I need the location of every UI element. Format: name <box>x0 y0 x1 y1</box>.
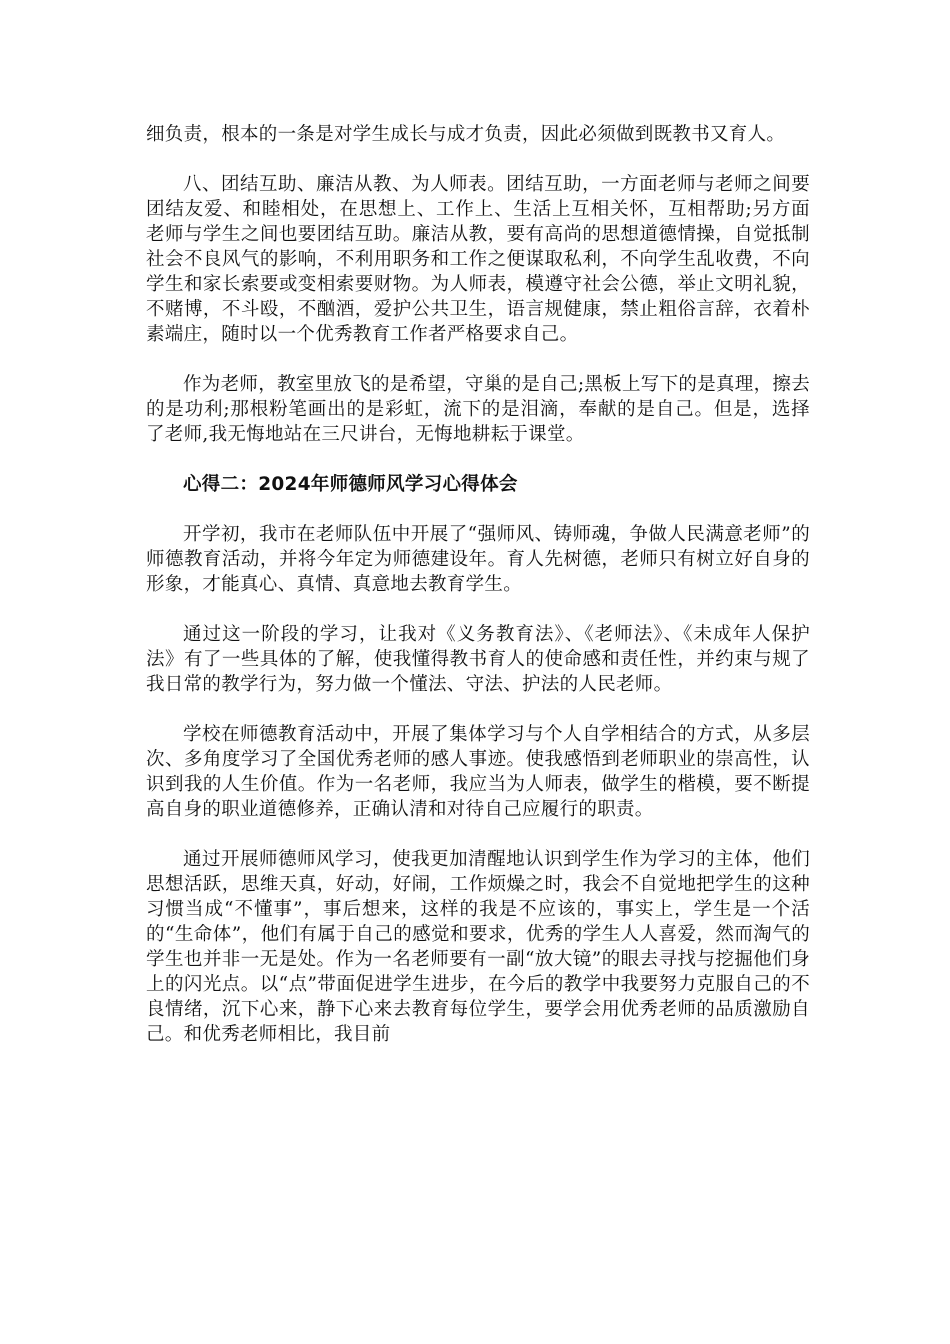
document-page <box>146 122 810 1072</box>
paragraph-eight: 八、团结互助、廉洁从教、为人师表。团结互助，一方面老师与老师之间要团结友爱、和睦相处，在思想上、工作上、生活上互相关怀，互相帮助;另方面老师与学生之间也要团结互助。廉洁从教，要有高尚的思想道德情操，自觉抵制社会不良风气的影响，不利用职务和工作之便谋取私利，不向学生乱收费，不向学生和家长索要或变相索要财物。为人师表，模遵守社会公德，举止文明礼貌，不赌博，不斗殴，不酗酒，爱护公共卫生，语言规健康，禁止粗俗言辞，衣着朴素端庄，随时以一个优秀教育工作者严格要求自己。 <box>146 174 810 345</box>
paragraph-semester-start: 开学初，我市在老师队伍中开展了“强师风、铸师魂，争做人民满意老师”的师德教育活动，并将今年定为师德建设年。育人先树德，老师只有树立好自身的形象，才能真心、真情、真意地去教育学生。 <box>146 524 810 595</box>
paragraph-continuation: 细负责，根本的一条是对学生成长与成才负责，因此必须做到既教书又育人。 <box>146 124 786 145</box>
paragraph-law-study: 通过这一阶段的学习，让我对《义务教育法》、《老师法》、《未成年人保护法》有了一些具体的了解，使我懂得教书育人的使命感和责任性，并约束与规了我日常的教学行为，努力做一个懂法、守法、护法的人民老师。 <box>146 624 810 695</box>
paragraph-teacher-reflection: 作为老师，教室里放飞的是希望，守巢的是自己;黑板上写下的是真理，擦去的是功利;那根粉笔画出的是彩虹，流下的是泪滴，奉献的是自己。但是，选择了老师,我无悔地站在三尺讲台，无悔地耕耘于课堂。 <box>146 374 810 445</box>
section-heading: 心得二：2024年师德师风学习心得体会 <box>183 474 518 495</box>
paragraph-self-awareness: 通过开展师德师风学习，使我更加清醒地认识到学生作为学习的主体，他们思想活跃，思维天真，好动，好闹，工作烦燥之时，我会不自觉地把学生的这种习惯当成“不懂事”，事后想来，这样的我是不应该的，事实上，学生是一个活的“生命体”，他们有属于自己的感觉和要求，优秀的学生人人喜爱，然而淘气的学生也并非一无是处。作为一名老师要有一副“放大镜”的眼去寻找与挖掘他们身上的闪光点。以“点”带面促进学生进步，在今后的教学中我要努力克服自己的不良情绪，沉下心来，静下心来去教育每位学生，要学会用优秀老师的品质激励自己。和优秀老师相比，我目前 <box>146 849 810 1045</box>
paragraph-school-activity: 学校在师德教育活动中，开展了集体学习与个人自学相结合的方式，从多层次、多角度学习了全国优秀老师的感人事迹。使我感悟到老师职业的崇高性，认识到我的人生价值。作为一名老师，我应当为人师表，做学生的楷模，要不断提高自身的职业道德修养，正确认清和对待自己应履行的职责。 <box>146 724 810 820</box>
